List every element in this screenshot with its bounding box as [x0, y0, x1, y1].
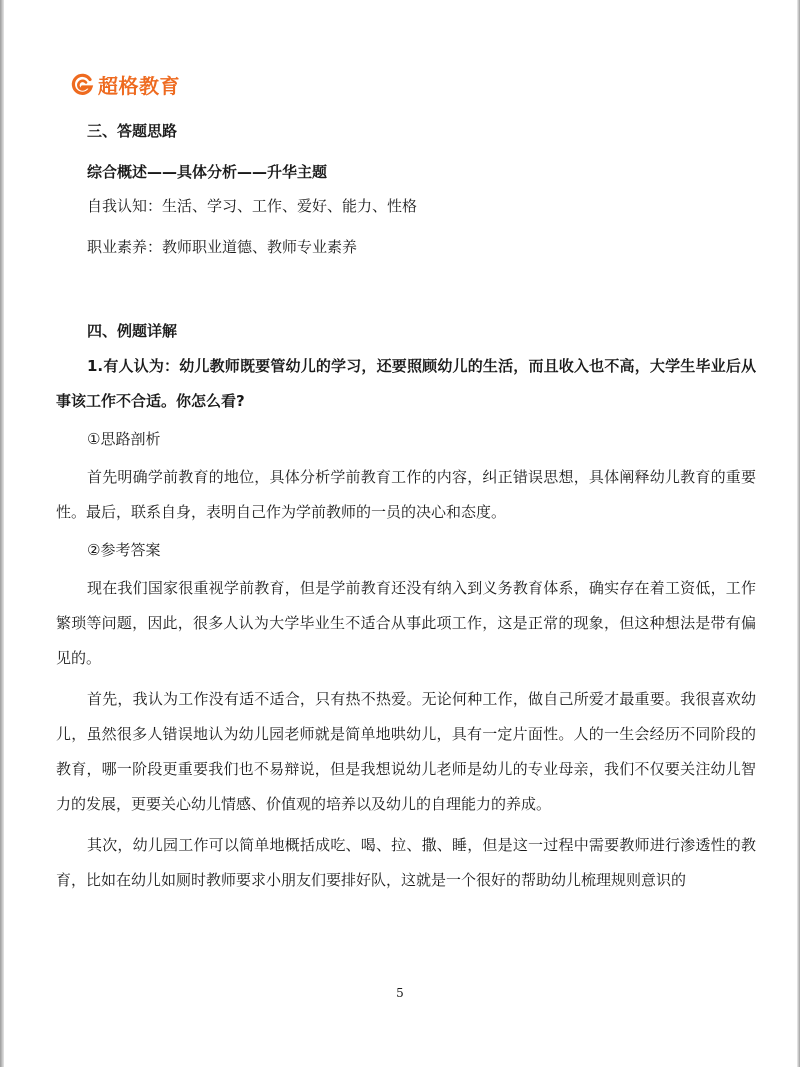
answer-paragraph-2: 首先，我认为工作没有适不适合，只有热不热爱。无论何种工作，做自己所爱才最重要。我很喜欢幼儿，虽然很多人错误地认为幼儿园老师就是简单地哄幼儿，具有一定片面性。人的一生会经历不同阶段的教育，哪一阶段更重要我们也不易辩说，但是我想说幼儿老师是幼儿的专业母亲，我们不仅要关注幼儿智力的发展，更要关心幼儿情感、价值观的培养以及幼儿的自理能力的养成。: [56, 690, 756, 813]
analysis-text: 首先明确学前教育的地位，具体分析学前教育工作的内容，纠正错误思想，具体阐释幼儿教育的重要性。最后，联系自身，表明自己作为学前教师的一员的决心和态度。: [56, 468, 756, 521]
professional-quality-line: 职业素养：教师职业道德、教师专业素养: [87, 238, 358, 256]
section3-heading: 三、答题思路: [87, 122, 178, 140]
brand-logo: [70, 70, 180, 99]
self-awareness-line: 自我认知：生活、学习、工作、爱好、能力、性格: [87, 197, 418, 215]
page-number: 5: [396, 986, 404, 1000]
answer-paragraph-3: 其次，幼儿园工作可以简单地概括成吃、喝、拉、撒、睡，但是这一过程中需要教师进行渗透性的教育，比如在幼儿如厕时教师要求小朋友们要排好队，这就是一个很好的帮助幼儿梳理规则意识的: [56, 836, 756, 889]
document-body: [56, 116, 756, 898]
answer-label: ②参考答案: [87, 541, 161, 559]
section4-heading: 四、例题详解: [87, 322, 178, 340]
section3-subheading: 综合概述——具体分析——升华主题: [87, 163, 328, 181]
brand-name: 超格教育: [98, 74, 180, 98]
answer-paragraph-1: 现在我们国家很重视学前教育，但是学前教育还没有纳入到义务教育体系，确实存在着工资低，工作繁琐等问题，因此，很多人认为大学毕业生不适合从事此项工作，这是正常的现象，但这种想法是带有偏见的。: [56, 579, 756, 667]
analysis-label: ①思路剖析: [87, 430, 161, 448]
brand-mark-icon: [70, 73, 94, 97]
question-text: 1.有人认为：幼儿教师既要管幼儿的学习，还要照顾幼儿的生活，而且收入也不高，大学生毕业后从事该工作不合适。你怎么看?: [56, 357, 756, 410]
page-edge-left: [0, 0, 4, 1067]
